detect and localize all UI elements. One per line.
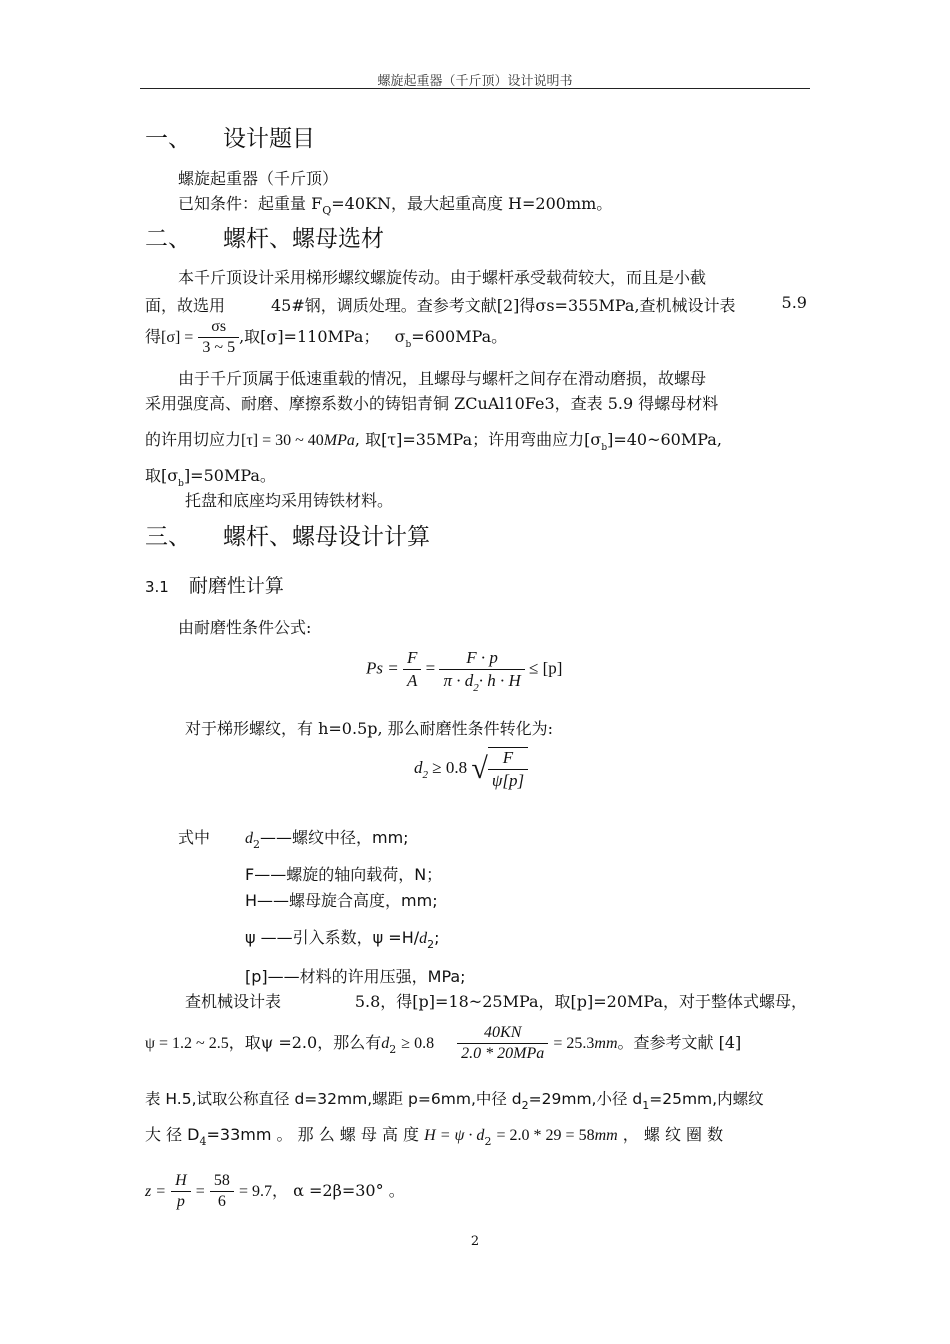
- sec2-p2-line3: 的许用切应力[τ] = 30 ~ 40MPa, 取[τ]=35MPa；许用弯曲应力$[\sigma_b]=40\sim 60MPa$,: [145, 430, 722, 453]
- section-1-heading: [145, 120, 315, 153]
- header-rule: [140, 88, 810, 89]
- section-2-title: 螺杆、螺母选材: [223, 226, 384, 252]
- subsection-3-1-number: 3.1: [145, 578, 169, 596]
- where-item-F: F——螺旋的轴向载荷，N；: [245, 865, 443, 884]
- section-2-heading: [145, 220, 384, 253]
- section-3-heading: [145, 518, 430, 551]
- sec3-query-line2: ψ = 1.2 ~ 2.5，取ψ =2.0，那么有$d_2 \ge 0.8$ $\frac{40KN}{\text{2.0 * 20MPa}}$ = 25.3mm。查参考文献 [4]: [145, 1024, 742, 1062]
- where-item-d2: $d_2——$螺纹中径，mm;: [245, 828, 409, 851]
- sigma-fraction: $\frac{\sigma s}{3 \sim 5}$: [198, 318, 239, 357]
- sec3-query-line1: 查机械设计表 5.8，得[p]=18~25MPa，取[p]=20MPa，对于整体式螺母，: [185, 992, 807, 1011]
- section-3-number: 三、: [145, 524, 191, 550]
- d2-formula: $d_2 \ge 0.8$ √ $\frac{F}{\psi[p]}$: [414, 747, 528, 791]
- sec3-query-line5: z = $\frac{H}{p}$ = $\frac{58}{6}$ = 9.7， α =2β=30° 。: [145, 1172, 405, 1210]
- running-header: 螺旋起重器（千斤顶）设计说明书: [377, 74, 573, 89]
- sec3-intro: 由耐磨性条件公式:: [178, 618, 312, 637]
- sec3-transform: 对于梯形螺纹，有 h=0.5p, 那么耐磨性条件转化为:: [185, 719, 554, 738]
- sec2-p1-line1: 本千斤顶设计采用梯形螺纹螺旋传动。由于螺杆承受载荷较大，而且是小截: [178, 268, 707, 287]
- sec3-query-line3: 表 H.5,试取公称直径 d=32mm,螺距 p=6mm,中径 $d_2=29mm$,小径 $d_1=25mm$,内螺纹: [145, 1090, 764, 1112]
- sec2-p3: 托盘和底座均采用铸铁材料。: [185, 491, 394, 510]
- where-item-p: [p]——材料的许用压强，MPa;: [245, 967, 466, 986]
- section-1-number: 一、: [145, 126, 191, 152]
- subsection-3-1-heading: [145, 571, 284, 598]
- section-3-title: 螺杆、螺母设计计算: [223, 524, 430, 550]
- section-2-number: 二、: [145, 226, 191, 252]
- sec2-p2-line1: 由于千斤顶属于低速重载的情况，且螺母与螺杆之间存在滑动磨损，故螺母: [178, 369, 707, 388]
- subsection-3-1-title: 耐磨性计算: [188, 575, 284, 597]
- page-number: 2: [470, 1234, 480, 1249]
- sec2-p1-line2: 面，故选用 45#钢，调质处理。查参考文献[2]得σs=355MPa,查机械设计表 5.9: [145, 293, 807, 315]
- where-label: 式中: [178, 828, 211, 847]
- sec1-line2: 已知条件：起重量 $F_Q=40KN$，最大起重高度 H=200mm。: [178, 194, 613, 217]
- where-item-H: H——螺母旋合高度，mm;: [245, 891, 438, 910]
- sec2-p1-line3: 得[σ] = $\frac{\sigma s}{3 \sim 5}$ ,取[σ]=110MPa； $\sigma_b=600MPa$。: [145, 318, 508, 356]
- sec2-p2-line4: 取$[\sigma_b]=50MPa$。: [145, 466, 276, 489]
- where-item-psi: ψ ——引入系数，$\psi =H/d_2$;: [245, 928, 440, 951]
- sec2-p2-line2: 采用强度高、耐磨、摩擦系数小的铸铝青铜 ZCuAl10Fe3，查表 5.9 得螺母材料: [145, 394, 719, 413]
- wear-formula: Ps = $\frac{F}{A}$ = $\frac{F \cdot p}{\pi \cdot d_2\cdot h \cdot H}$ ≤ [p]: [366, 648, 563, 694]
- sqrt-sign: √: [471, 752, 488, 785]
- sec3-query-line4: 大 径 $D_4=33mm$ 。 那 么 螺 母 高 度 $H = \psi \cdot d_2 = 2.0 * 29 = 58mm$ ， 螺 纹 圈 数: [145, 1125, 724, 1148]
- section-1-title: 设计题目: [223, 126, 315, 152]
- sec1-line1: 螺旋起重器（千斤顶）: [178, 169, 339, 188]
